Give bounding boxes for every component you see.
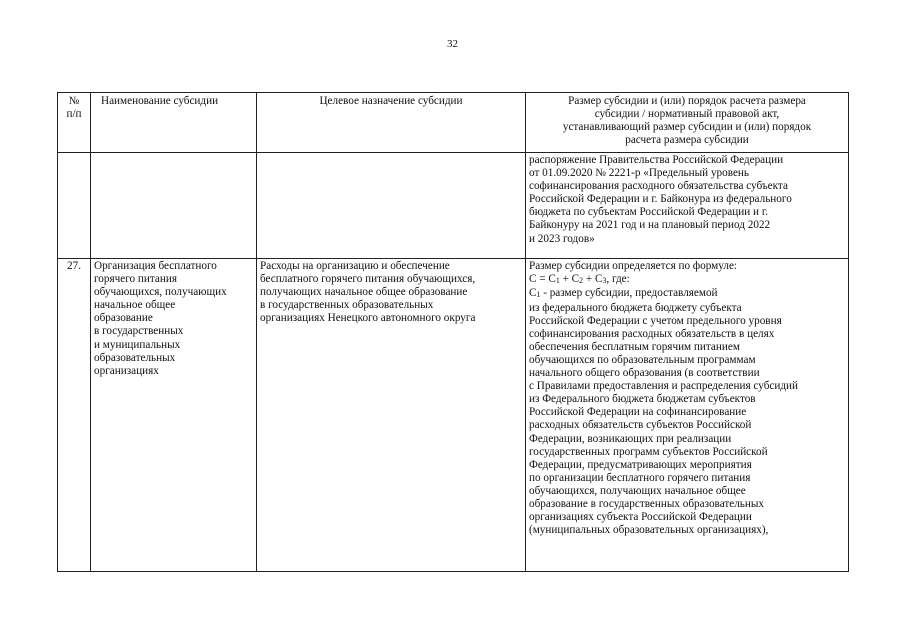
row-name: Организация бесплатного горячего питания обучающихся, получающих начальное общее образование в государственных и муниципальных образовательных организациях: [91, 259, 257, 572]
page-number: 32: [447, 38, 458, 50]
header-size: Размер субсидии и (или) порядок расчета размера субсидии / нормативный правовой акт, устанавливающий размер субсидии и (или) порядок расчета размера субсидии: [526, 93, 849, 153]
row-size: [526, 259, 849, 572]
header-purpose: Целевое назначение субсидии: [257, 93, 526, 153]
row-num: 27.: [58, 259, 91, 572]
size-c1-definition: $C_1$ - размер субсидии, предоставляемой из федерального бюджета бюджету субъекта Российской Федерации с учетом предельного уровня софинансирования расходных обязательств в целях обеспечения бесплатным горячим питанием обучающихся по образовательным программам начального общего образования (в соответствии с Правилами предоставления и распределения субсидий из Федерального бюджета бюджетам субъектов Российской Федерации на софинансирование расходных обязательств субъектов Российской Федерации, возникающих при реализации государственных программ субъектов Российской Федерации, предусматривающих мероприятия по организации бесплатного горячего питания обучающихся, получающих начальное общее образование в государственных образовательных организациях субъекта Российской Федерации (муниципальных образовательных организациях),: [529, 287, 799, 537]
subsidy-table: [57, 92, 849, 572]
formula: $C = C_1 + C_2 + C_3$, где:: [529, 273, 630, 286]
row-name: [91, 153, 257, 259]
header-num: № п/п: [58, 93, 91, 153]
table-row: [58, 153, 849, 259]
table-header-row: [58, 93, 849, 153]
table-row: [58, 259, 849, 572]
row-size: распоряжение Правительства Российской Федерации от 01.09.2020 № 2221-р «Предельный уровень софинансирования расходного обязательства субъекта Российской Федерации и г. Байконура из федерального бюджета по субъектам Российской Федерации и г. Байконуру на 2021 год и на плановый период 2022 и 2023 годов»: [526, 153, 849, 259]
header-name: Наименование субсидии: [91, 93, 257, 153]
row-purpose: [257, 153, 526, 259]
row-purpose: Расходы на организацию и обеспечение бесплатного горячего питания обучающихся, получающих начальное общее образование в государственных образовательных организациях Ненецкого автономного округа: [257, 259, 526, 572]
row-num: [58, 153, 91, 259]
size-intro: Размер субсидии определяется по формуле:: [529, 260, 738, 272]
